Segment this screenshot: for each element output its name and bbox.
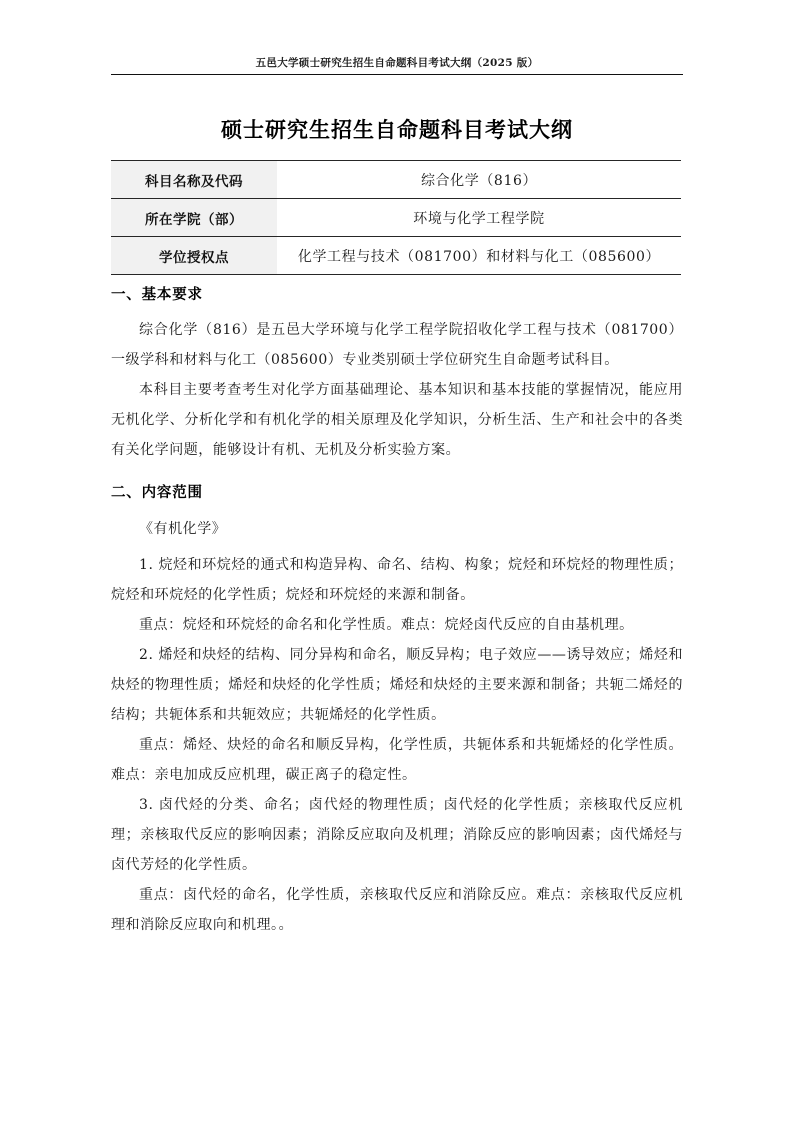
content-item-3: 3. 卤代烃的分类、命名；卤代烃的物理性质；卤代烃的化学性质；亲核取代反应机理；亲核取代反应的影响因素；消除反应取向及机理；消除反应的影响因素；卤代烯烃与卤代芳烃的化学性质。 [111, 796, 683, 873]
running-header: 五邑大学硕士研究生招生自命题科目考试大纲（2025 版） [255, 57, 539, 69]
table-row [111, 161, 681, 199]
table-value-school: 环境与化学工程学院 [277, 199, 681, 237]
book-title-organic-chemistry: 《有机化学》 [139, 520, 227, 537]
content-item-1-focus: 重点：烷烃和环烷烃的命名和化学性质。难点：烷烃卤代反应的自由基机理。 [139, 616, 634, 633]
content-item-1: 1. 烷烃和环烷烃的通式和构造异构、命名、结构、构象；烷烃和环烷烃的物理性质；烷烃和环烷烃的化学性质；烷烃和环烷烃的来源和制备。 [111, 556, 683, 603]
subject-info-table [111, 160, 681, 275]
section-heading-basic-requirements: 一、基本要求 [111, 287, 203, 303]
table-label-school: 所在学院（部） [111, 199, 277, 237]
document-body [111, 285, 683, 940]
content-item-2: 2. 烯烃和炔烃的结构、同分异构和命名，顺反异构；电子效应——诱导效应；烯烃和炔烃的物理性质；烯烃和炔烃的化学性质；烯烃和炔烃的主要来源和制备；共轭二烯烃的结构；共轭体系和共轭效应；共轭烯烃的化学性质。 [111, 646, 683, 723]
table-value-degree-program: 化学工程与技术（081700）和材料与化工（085600） [277, 237, 681, 275]
content-item-2-focus: 重点：烯烃、炔烃的命名和顺反异构，化学性质，共轭体系和共轭烯烃的化学性质。难点：亲电加成反应机理，碳正离子的稳定性。 [111, 736, 683, 783]
paragraph-basic-requirements-1: 综合化学（816）是五邑大学环境与化学工程学院招收化学工程与技术（081700）一级学科和材料与化工（085600）专业类别硕士学位研究生自命题考试科目。 [111, 322, 683, 369]
table-label-degree-program: 学位授权点 [111, 237, 277, 275]
table-value-subject-name-code: 综合化学（816） [277, 161, 681, 199]
page-title: 硕士研究生招生自命题科目考试大纲 [221, 118, 573, 143]
header-divider-rule [111, 74, 683, 75]
table-row [111, 199, 681, 237]
table-label-subject-name-code: 科目名称及代码 [111, 161, 277, 199]
section-heading-content-scope: 二、内容范围 [111, 485, 203, 502]
paragraph-basic-requirements-2: 本科目主要考查考生对化学方面基础理论、基本知识和基本技能的掌握情况，能应用无机化学、分析化学和有机化学的相关原理及化学知识，分析生活、生产和社会中的各类有关化学问题，能够设计有机、无机及分析实验方案。 [111, 382, 683, 459]
content-item-3-focus: 重点：卤代烃的命名，化学性质，亲核取代反应和消除反应。难点：亲核取代反应机理和消除反应取向和机理。。 [111, 886, 683, 933]
table-row [111, 237, 681, 275]
